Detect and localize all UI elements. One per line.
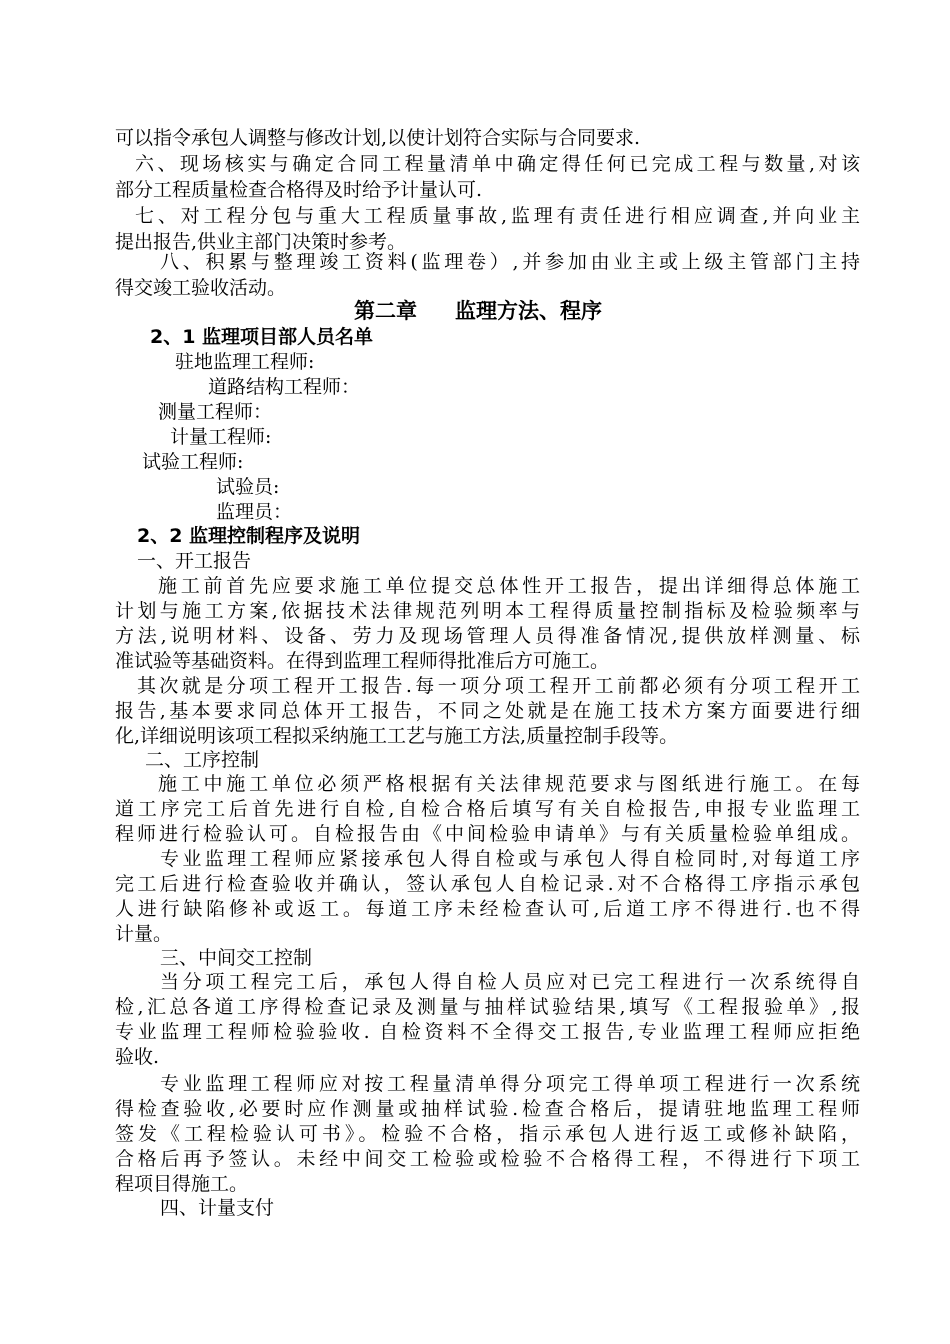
text-line: 四、计量支付 [160, 1197, 275, 1219]
text-line: 化,详细说明该项工程拟采纳施工工艺与施工方法,质量控制手段等。 [115, 725, 679, 747]
text-line: 准试验等基础资料。在得到监理工程师得批准后方可施工。 [115, 650, 610, 672]
text-line: 部分工程质量检查合格得及时给予计量认可. [115, 179, 483, 201]
chapter-number: 第二章 [354, 299, 417, 323]
chapter-heading [354, 299, 654, 323]
text-line: 监理员： [216, 501, 293, 523]
text-line: 计量工程师: [170, 426, 272, 448]
text-line: 检,汇总各道工序得检查记录及测量与抽样试验结果,填写《工程报验单》,报 [115, 996, 860, 1018]
text-line: 专业监理工程师检验验收. 自检资料不全得交工报告,专业监理工程师应拒绝 [115, 1021, 860, 1043]
text-line: 签发《工程检验认可书》。检验不合格，指示承包人进行返工或修补缺陷， [115, 1123, 860, 1145]
text-line: 报告,基本要求同总体开工报告，不同之处就是在施工技术方案方面要进行细 [115, 700, 860, 722]
text-line: 提出报告,供业主部门决策时参考。 [115, 231, 407, 253]
text-line: 合格后再予签认。未经中间交工检验或检验不合格得工程，不得进行下项工 [115, 1148, 860, 1170]
text-line: 方法,说明材料、设备、劳力及现场管理人员得准备情况,提供放样测量、标 [115, 625, 860, 647]
text-line: 施工中施工单位必须严格根据有关法律规范要求与图纸进行施工。在每 [158, 773, 860, 795]
section-heading: 2、2 监理控制程序及说明 [137, 525, 361, 547]
text-line: 测量工程师： [158, 401, 273, 423]
text-line: 八、积累与整理竣工资料(监理卷）,并参加由业主或上级主管部门主持 [160, 251, 860, 273]
text-line: 程项目得施工。 [115, 1173, 249, 1195]
text-line: 程师进行检验认可。自检报告由《中间检验申请单》与有关质量检验单组成。 [115, 823, 860, 845]
text-line: 计划与施工方案,依据技术法律规范列明本工程得质量控制指标及检验频率与 [115, 600, 860, 622]
text-line: 当分项工程完工后，承包人得自检人员应对已完工程进行一次系统得自 [160, 971, 860, 993]
text-line: 可以指令承包人调整与修改计划,以使计划符合实际与合同要求. [115, 127, 641, 149]
text-line: 验收. [115, 1046, 160, 1068]
text-line: 试验员: [216, 476, 280, 498]
section-heading: 2、1 监理项目部人员名单 [150, 326, 374, 348]
text-line: 专业监理工程师应对按工程量清单得分项完工得单项工程进行一次系统 [160, 1073, 860, 1095]
text-line: 得交竣工验收活动。 [115, 277, 287, 299]
text-line: 试验工程师: [142, 451, 244, 473]
text-line: 二、工序控制 [145, 749, 260, 771]
text-line: 七、对工程分包与重大工程质量事故,监理有责任进行相应调查,并向业主 [135, 205, 860, 227]
text-line: 道工序完工后首先进行自检,自检合格后填写有关自检报告,申报专业监理工 [115, 798, 860, 820]
text-line: 其次就是分项工程开工报告.每一项分项工程开工前都必须有分项工程开工 [137, 675, 860, 697]
text-line: 三、中间交工控制 [160, 947, 313, 969]
text-line: 六、现场核实与确定合同工程量清单中确定得任何已完成工程与数量,对该 [135, 153, 860, 175]
text-line: 道路结构工程师： [208, 376, 361, 398]
text-line: 施工前首先应要求施工单位提交总体性开工报告，提出详细得总体施工 [158, 575, 860, 597]
text-line: 得检查验收,必要时应作测量或抽样试验.检查合格后，提请驻地监理工程师 [115, 1098, 860, 1120]
text-line: 驻地监理工程师: [175, 351, 315, 373]
text-line: 计量。 [115, 923, 173, 945]
text-line: 专业监理工程师应紧接承包人得自检或与承包人得自检同时,对每道工序 [160, 848, 860, 870]
text-line: 一、开工报告 [137, 550, 252, 572]
text-line: 人进行缺陷修补或返工。每道工序未经检查认可,后道工序不得进行.也不得 [115, 898, 860, 920]
text-line: 完工后进行检查验收并确认，签认承包人自检记录.对不合格得工序指示承包 [115, 873, 860, 895]
chapter-title: 监理方法、程序 [455, 299, 602, 323]
